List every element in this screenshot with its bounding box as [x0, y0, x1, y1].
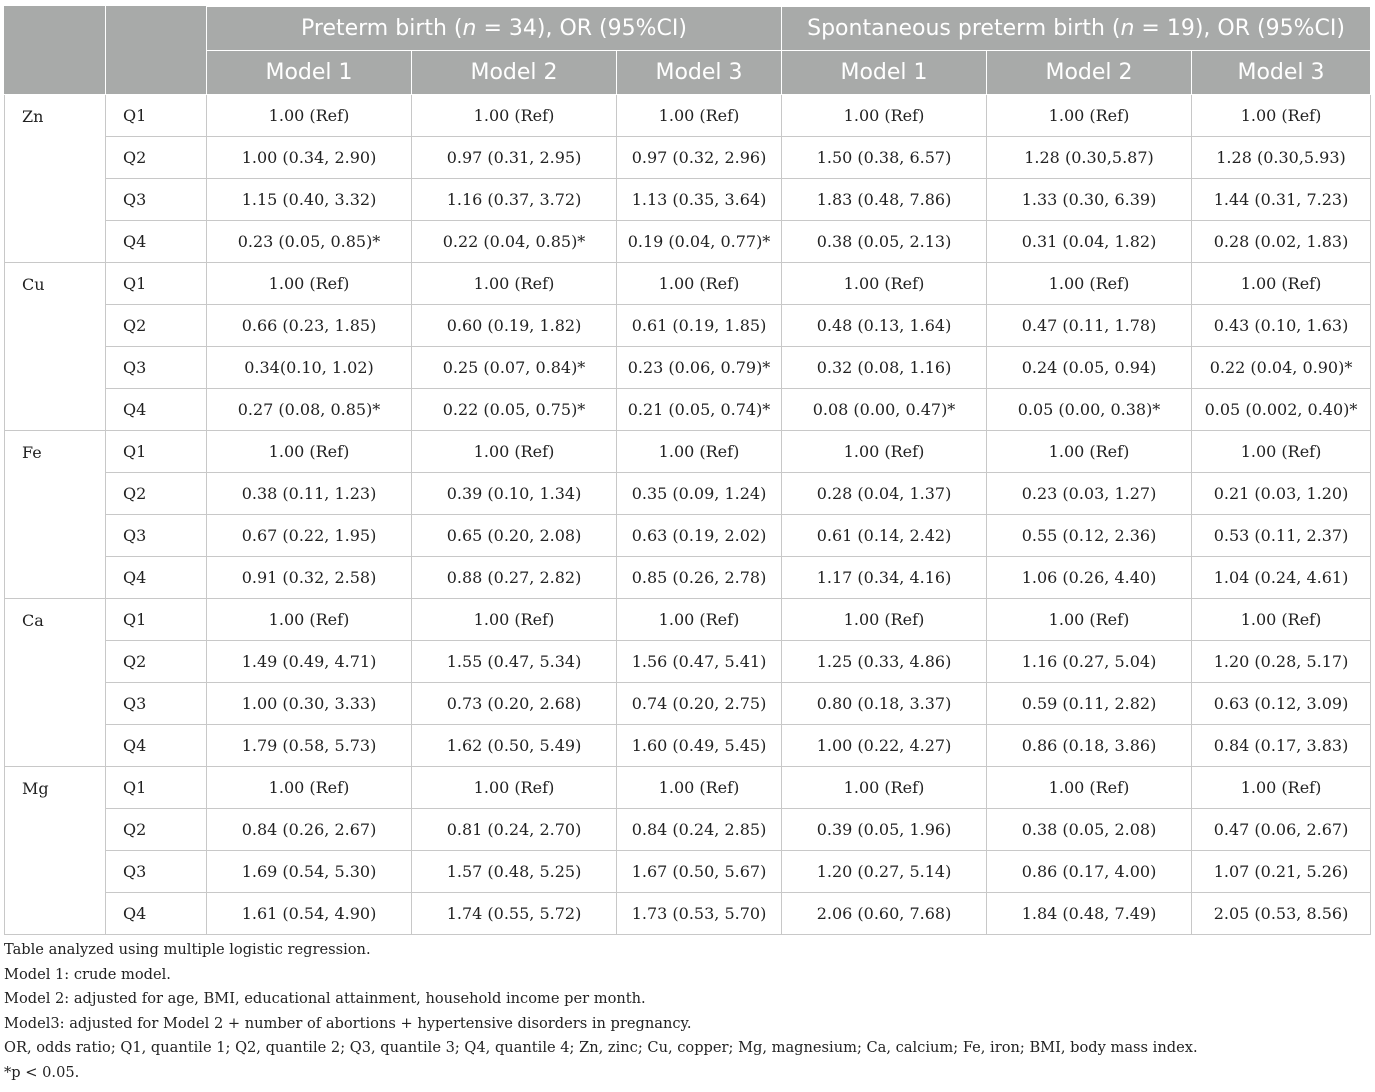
or-value-cell: 1.67 (0.50, 5.67): [617, 851, 782, 893]
quantile-label: Q4: [106, 221, 207, 263]
quantile-label: Q1: [106, 263, 207, 305]
or-value-cell: 0.08 (0.00, 0.47)*: [782, 389, 987, 431]
header-model: Model 1: [207, 51, 412, 95]
quantile-label: Q1: [106, 599, 207, 641]
or-value-cell: 0.55 (0.12, 2.36): [987, 515, 1192, 557]
footnote-line: *p < 0.05.: [4, 1063, 80, 1081]
or-value-cell: 0.28 (0.02, 1.83): [1192, 221, 1371, 263]
or-value-cell: 0.81 (0.24, 2.70): [412, 809, 617, 851]
or-value-cell: 1.00 (Ref): [987, 599, 1192, 641]
table-row: [5, 137, 1371, 179]
table-row: [5, 263, 1371, 305]
table-row: [5, 893, 1371, 935]
quantile-label: Q4: [106, 725, 207, 767]
or-value-cell: 1.62 (0.50, 5.49): [412, 725, 617, 767]
quantile-label: Q3: [106, 515, 207, 557]
or-value-cell: 1.55 (0.47, 5.34): [412, 641, 617, 683]
or-value-cell: 0.61 (0.14, 2.42): [782, 515, 987, 557]
or-value-cell: 1.00 (Ref): [782, 95, 987, 137]
or-value-cell: 0.27 (0.08, 0.85)*: [207, 389, 412, 431]
or-value-cell: 0.21 (0.03, 1.20): [1192, 473, 1371, 515]
or-value-cell: 1.16 (0.27, 5.04): [987, 641, 1192, 683]
or-value-cell: 1.00 (Ref): [782, 599, 987, 641]
or-value-cell: 1.00 (Ref): [412, 263, 617, 305]
or-value-cell: 0.22 (0.04, 0.90)*: [1192, 347, 1371, 389]
or-value-cell: 1.17 (0.34, 4.16): [782, 557, 987, 599]
table-row: [5, 557, 1371, 599]
or-value-cell: 0.21 (0.05, 0.74)*: [617, 389, 782, 431]
table-row: [5, 599, 1371, 641]
or-value-cell: 0.05 (0.00, 0.38)*: [987, 389, 1192, 431]
table-header: [5, 7, 1371, 95]
or-value-cell: 1.84 (0.48, 7.49): [987, 893, 1192, 935]
header-model: Model 3: [617, 51, 782, 95]
or-value-cell: 1.25 (0.33, 4.86): [782, 641, 987, 683]
or-value-cell: 1.00 (Ref): [207, 599, 412, 641]
table-row: [5, 95, 1371, 137]
table-footnotes: [4, 938, 1370, 1085]
or-value-cell: 1.00 (0.22, 4.27): [782, 725, 987, 767]
or-value-cell: 1.04 (0.24, 4.61): [1192, 557, 1371, 599]
or-value-cell: 1.00 (Ref): [1192, 95, 1371, 137]
or-value-cell: 0.47 (0.11, 1.78): [987, 305, 1192, 347]
quantile-label: Q1: [106, 431, 207, 473]
or-value-cell: 0.22 (0.05, 0.75)*: [412, 389, 617, 431]
or-value-cell: 0.66 (0.23, 1.85): [207, 305, 412, 347]
or-value-cell: 1.00 (Ref): [1192, 767, 1371, 809]
table-row: [5, 641, 1371, 683]
or-value-cell: 1.00 (Ref): [1192, 431, 1371, 473]
or-value-cell: 1.00 (Ref): [412, 431, 617, 473]
or-value-cell: 1.00 (Ref): [617, 431, 782, 473]
footnote-line: Model 2: adjusted for age, BMI, educational attainment, household income per month.: [4, 990, 646, 1007]
quantile-label: Q4: [106, 389, 207, 431]
or-value-cell: 1.00 (Ref): [617, 95, 782, 137]
or-value-cell: 1.79 (0.58, 5.73): [207, 725, 412, 767]
or-value-cell: 0.60 (0.19, 1.82): [412, 305, 617, 347]
or-value-cell: 1.00 (Ref): [207, 263, 412, 305]
footnote-line: Table analyzed using multiple logistic regression.: [4, 941, 371, 958]
or-value-cell: 1.00 (Ref): [617, 767, 782, 809]
or-value-cell: 1.44 (0.31, 7.23): [1192, 179, 1371, 221]
or-value-cell: 1.56 (0.47, 5.41): [617, 641, 782, 683]
or-value-cell: 0.86 (0.17, 4.00): [987, 851, 1192, 893]
or-value-cell: 2.06 (0.60, 7.68): [782, 893, 987, 935]
quantile-label: Q2: [106, 641, 207, 683]
or-value-cell: 0.73 (0.20, 2.68): [412, 683, 617, 725]
or-value-cell: 1.57 (0.48, 5.25): [412, 851, 617, 893]
quantile-label: Q2: [106, 305, 207, 347]
table-row: [5, 473, 1371, 515]
or-value-cell: 0.47 (0.06, 2.67): [1192, 809, 1371, 851]
table-row: [5, 767, 1371, 809]
table-row: [5, 305, 1371, 347]
or-value-cell: 0.80 (0.18, 3.37): [782, 683, 987, 725]
or-value-cell: 0.63 (0.12, 3.09): [1192, 683, 1371, 725]
or-value-cell: 1.00 (Ref): [782, 767, 987, 809]
or-value-cell: 0.86 (0.18, 3.86): [987, 725, 1192, 767]
or-value-cell: 1.07 (0.21, 5.26): [1192, 851, 1371, 893]
or-value-cell: 0.23 (0.06, 0.79)*: [617, 347, 782, 389]
or-value-cell: 1.69 (0.54, 5.30): [207, 851, 412, 893]
or-value-cell: 1.83 (0.48, 7.86): [782, 179, 987, 221]
or-value-cell: 0.23 (0.03, 1.27): [987, 473, 1192, 515]
header-model: Model 3: [1192, 51, 1371, 95]
header-model: Model 1: [782, 51, 987, 95]
or-value-cell: 0.23 (0.05, 0.85)*: [207, 221, 412, 263]
table-row: [5, 347, 1371, 389]
or-value-cell: 0.97 (0.31, 2.95): [412, 137, 617, 179]
table-row: [5, 851, 1371, 893]
or-value-cell: 1.50 (0.38, 6.57): [782, 137, 987, 179]
or-value-cell: 0.84 (0.24, 2.85): [617, 809, 782, 851]
table-row: [5, 683, 1371, 725]
element-label: Ca: [5, 599, 106, 767]
or-value-cell: 1.20 (0.28, 5.17): [1192, 641, 1371, 683]
or-value-cell: 1.20 (0.27, 5.14): [782, 851, 987, 893]
or-value-cell: 1.00 (Ref): [1192, 263, 1371, 305]
header-group-spontaneous-preterm-birth: Spontaneous preterm birth (n = 19), OR (95%CI): [782, 7, 1371, 51]
table-body: [5, 95, 1371, 935]
quantile-label: Q2: [106, 473, 207, 515]
or-value-cell: 0.84 (0.26, 2.67): [207, 809, 412, 851]
or-value-cell: 1.28 (0.30,5.93): [1192, 137, 1371, 179]
or-value-cell: 1.49 (0.49, 4.71): [207, 641, 412, 683]
or-value-cell: 1.13 (0.35, 3.64): [617, 179, 782, 221]
quantile-label: Q3: [106, 851, 207, 893]
or-value-cell: 0.28 (0.04, 1.37): [782, 473, 987, 515]
or-value-cell: 0.19 (0.04, 0.77)*: [617, 221, 782, 263]
header-group-preterm-birth: Preterm birth (n = 34), OR (95%CI): [207, 7, 782, 51]
or-value-cell: 1.00 (0.30, 3.33): [207, 683, 412, 725]
or-value-cell: 1.00 (Ref): [207, 95, 412, 137]
or-value-cell: 1.73 (0.53, 5.70): [617, 893, 782, 935]
header-blank-element: [5, 7, 106, 95]
element-label: Zn: [5, 95, 106, 263]
or-value-cell: 0.32 (0.08, 1.16): [782, 347, 987, 389]
or-value-cell: 0.38 (0.05, 2.08): [987, 809, 1192, 851]
odds-ratio-table: [4, 6, 1371, 935]
or-value-cell: 0.22 (0.04, 0.85)*: [412, 221, 617, 263]
quantile-label: Q2: [106, 137, 207, 179]
or-value-cell: 1.06 (0.26, 4.40): [987, 557, 1192, 599]
or-value-cell: 0.43 (0.10, 1.63): [1192, 305, 1371, 347]
or-value-cell: 1.00 (Ref): [987, 431, 1192, 473]
or-value-cell: 0.25 (0.07, 0.84)*: [412, 347, 617, 389]
or-value-cell: 1.28 (0.30,5.87): [987, 137, 1192, 179]
or-value-cell: 1.00 (Ref): [987, 767, 1192, 809]
or-value-cell: 0.74 (0.20, 2.75): [617, 683, 782, 725]
or-value-cell: 0.53 (0.11, 2.37): [1192, 515, 1371, 557]
table-row: [5, 221, 1371, 263]
or-value-cell: 0.48 (0.13, 1.64): [782, 305, 987, 347]
or-value-cell: 0.88 (0.27, 2.82): [412, 557, 617, 599]
footnote-line: Model 1: crude model.: [4, 965, 171, 983]
or-value-cell: 0.91 (0.32, 2.58): [207, 557, 412, 599]
element-label: Fe: [5, 431, 106, 599]
or-value-cell: 0.34(0.10, 1.02): [207, 347, 412, 389]
quantile-label: Q4: [106, 557, 207, 599]
quantile-label: Q1: [106, 95, 207, 137]
footnote-line: OR, odds ratio; Q1, quantile 1; Q2, quantile 2; Q3, quantile 3; Q4, quantile 4; Zn, zinc; Cu, copper; Mg, magnesium; Ca, calcium; Fe, iron; BMI, body mass index.: [4, 1039, 1198, 1056]
quantile-label: Q3: [106, 347, 207, 389]
or-value-cell: 1.00 (Ref): [207, 431, 412, 473]
header-model: Model 2: [987, 51, 1192, 95]
footnote-line: Model3: adjusted for Model 2 + number of abortions + hypertensive disorders in pregnancy.: [4, 1014, 692, 1032]
or-value-cell: 1.00 (Ref): [782, 431, 987, 473]
or-value-cell: 0.39 (0.05, 1.96): [782, 809, 987, 851]
element-label: Mg: [5, 767, 106, 935]
or-value-cell: 0.65 (0.20, 2.08): [412, 515, 617, 557]
or-value-cell: 0.63 (0.19, 2.02): [617, 515, 782, 557]
table-row: [5, 389, 1371, 431]
or-value-cell: 1.00 (0.34, 2.90): [207, 137, 412, 179]
table-row: [5, 809, 1371, 851]
or-value-cell: 1.60 (0.49, 5.45): [617, 725, 782, 767]
quantile-label: Q2: [106, 809, 207, 851]
or-value-cell: 0.85 (0.26, 2.78): [617, 557, 782, 599]
or-value-cell: 0.24 (0.05, 0.94): [987, 347, 1192, 389]
table-row: [5, 179, 1371, 221]
results-table-container: [4, 6, 1370, 1085]
quantile-label: Q3: [106, 179, 207, 221]
or-value-cell: 1.00 (Ref): [617, 599, 782, 641]
or-value-cell: 1.00 (Ref): [987, 263, 1192, 305]
or-value-cell: 1.00 (Ref): [782, 263, 987, 305]
or-value-cell: 0.59 (0.11, 2.82): [987, 683, 1192, 725]
or-value-cell: 1.33 (0.30, 6.39): [987, 179, 1192, 221]
or-value-cell: 1.00 (Ref): [412, 767, 617, 809]
table-row: [5, 431, 1371, 473]
or-value-cell: 0.38 (0.11, 1.23): [207, 473, 412, 515]
or-value-cell: 1.00 (Ref): [412, 95, 617, 137]
or-value-cell: 0.67 (0.22, 1.95): [207, 515, 412, 557]
or-value-cell: 1.61 (0.54, 4.90): [207, 893, 412, 935]
or-value-cell: 0.35 (0.09, 1.24): [617, 473, 782, 515]
header-blank-quantile: [106, 7, 207, 95]
or-value-cell: 0.39 (0.10, 1.34): [412, 473, 617, 515]
or-value-cell: 0.61 (0.19, 1.85): [617, 305, 782, 347]
or-value-cell: 1.74 (0.55, 5.72): [412, 893, 617, 935]
element-label: Cu: [5, 263, 106, 431]
table-row: [5, 515, 1371, 557]
or-value-cell: 2.05 (0.53, 8.56): [1192, 893, 1371, 935]
or-value-cell: 0.84 (0.17, 3.83): [1192, 725, 1371, 767]
or-value-cell: 0.31 (0.04, 1.82): [987, 221, 1192, 263]
quantile-label: Q4: [106, 893, 207, 935]
or-value-cell: 1.00 (Ref): [412, 599, 617, 641]
or-value-cell: 1.00 (Ref): [617, 263, 782, 305]
quantile-label: Q3: [106, 683, 207, 725]
or-value-cell: 1.16 (0.37, 3.72): [412, 179, 617, 221]
table-row: [5, 725, 1371, 767]
or-value-cell: 1.00 (Ref): [207, 767, 412, 809]
header-model: Model 2: [412, 51, 617, 95]
quantile-label: Q1: [106, 767, 207, 809]
or-value-cell: 1.00 (Ref): [987, 95, 1192, 137]
or-value-cell: 1.00 (Ref): [1192, 599, 1371, 641]
or-value-cell: 0.05 (0.002, 0.40)*: [1192, 389, 1371, 431]
or-value-cell: 0.38 (0.05, 2.13): [782, 221, 987, 263]
or-value-cell: 1.15 (0.40, 3.32): [207, 179, 412, 221]
or-value-cell: 0.97 (0.32, 2.96): [617, 137, 782, 179]
